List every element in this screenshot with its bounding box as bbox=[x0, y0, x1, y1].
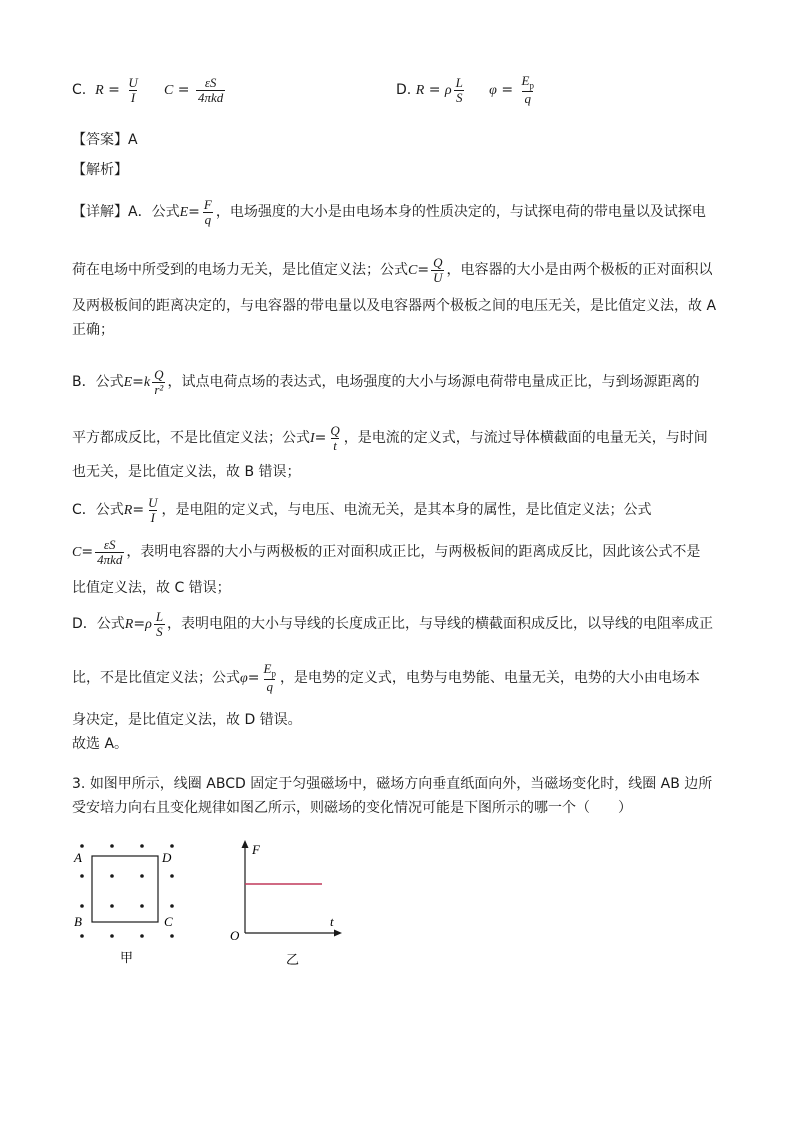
detail-a-line2: 荷在电场中所受到的电场力无关，是比值定义法；公式C= $\frac{Q}{U}$ ，电容器的大小是由两个极板的正对面积以 bbox=[72, 255, 713, 285]
formula-kq-r2: $\frac{Q}{\text{r²}}$ bbox=[154, 367, 164, 397]
detail-c-line2: C= $\frac{\varepsilon S}{\text{4πkd}}$ ，表明电容器的大小与两极板的正对面积成正比，与两极板间的距离成反比，因此该公式不是 bbox=[72, 537, 701, 567]
detail-d-line3: 身决定，是比值定义法，故 D 错误。 故选 A。 bbox=[72, 708, 722, 756]
question-number: 3. bbox=[72, 776, 86, 792]
detail-c-line1: C．公式R= $\frac{U}{I}$ ，是电阻的定义式，与电压、电流无关，是其本身的属性，是比值定义法；公式 bbox=[72, 495, 652, 525]
option-c-c: C bbox=[164, 83, 174, 98]
label-a: A bbox=[74, 850, 82, 865]
conclusion: 故选 A。 bbox=[72, 736, 129, 752]
option-d-r: R bbox=[415, 83, 425, 98]
option-d-phi: φ bbox=[489, 83, 497, 98]
analysis-tag: 【解析】 bbox=[72, 162, 128, 178]
formula-c-q-u: $\frac{Q}{U}$ bbox=[433, 255, 443, 285]
x-label: t bbox=[330, 914, 334, 929]
question-3: 3. 如图甲所示，线圈 ABCD 固定于匀强磁场中，磁场方向垂直纸面向外，当磁场变化时，线圈 AB 边所 受安培力向右且变化规律如图乙所示，则磁场的变化情况可能是下图所示的哪一个（ ） bbox=[72, 776, 713, 816]
formula-r-rho: $\frac{L}{S}$ bbox=[155, 609, 164, 639]
option-c: C. R = $\frac{U}{I}$ C = $\frac{\varepsilon S}{\text{4πkd}}$ bbox=[72, 74, 224, 105]
detail-d-line1: D．公式R=ρ $\frac{L}{S}$ ，表明电阻的大小与导线的长度成正比，与导线的横截面积成反比，以导线的电阻率成正 bbox=[72, 609, 714, 639]
figures bbox=[70, 838, 370, 968]
detail-d-line2: 比，不是比值定义法；公式φ= $\frac{E_p}{q}$ ，是电势的定义式，电势与电势能、电量无关，电势的大小由电场本 bbox=[72, 661, 700, 695]
detail-b-line1: B．公式E=k $\frac{Q}{\text{r²}}$ ，试点电荷点场的表达式，电场强度的大小与场源电荷带电量成正比，与到场源距离的 bbox=[72, 367, 700, 397]
option-c-frac2: $\frac{\varepsilon S}{\text{4πkd}}$ bbox=[197, 74, 224, 105]
figure-jia-yi bbox=[70, 838, 370, 968]
caption-yi: 乙 bbox=[286, 953, 300, 968]
detail-c-line3: 比值定义法，故 C 错误； bbox=[72, 580, 231, 596]
figure-jia bbox=[73, 844, 174, 966]
caption-jia: 甲 bbox=[120, 951, 134, 966]
answer-value: A bbox=[128, 132, 138, 148]
answer-tag: 【答案】 bbox=[72, 132, 128, 148]
label-c: C bbox=[164, 914, 173, 929]
formula-c-eps: $\frac{\varepsilon S}{\text{4πkd}}$ bbox=[97, 537, 123, 567]
origin-label: O bbox=[230, 928, 240, 943]
option-d-frac2: $\frac{E_p}{q}$ bbox=[521, 73, 534, 107]
answer-line bbox=[72, 128, 722, 152]
detail-b-line3: 也无关，是比值定义法，故 B 错误； bbox=[72, 464, 301, 480]
option-c-label: C. bbox=[72, 82, 87, 98]
option-c-frac1: $\frac{U}{I}$ bbox=[128, 74, 138, 105]
formula-i-q-t: $\frac{Q}{t}$ bbox=[330, 423, 340, 453]
figure-yi bbox=[230, 840, 342, 968]
detail-a-line1: 【详解】A．公式E= $\frac{F}{q}$ ，电场强度的大小是由电场本身的性质决定的，与试探电荷的带电量以及试探电 bbox=[72, 197, 706, 227]
formula-phi: $\frac{E_p}{q}$ bbox=[263, 661, 276, 695]
option-d-frac1: $\frac{L}{S}$ bbox=[455, 74, 463, 105]
field-dots bbox=[80, 844, 174, 938]
formula-e-f-q: $\frac{F}{q}$ bbox=[203, 197, 212, 227]
coil-abcd bbox=[92, 856, 158, 922]
formula-r-u-i: $\frac{U}{I}$ bbox=[148, 495, 158, 525]
option-d: D. R = ρ $\frac{L}{S}$ φ = $\frac{E_p}{q}$ bbox=[396, 73, 534, 107]
option-d-label: D. bbox=[396, 82, 412, 98]
label-d: D bbox=[162, 850, 172, 865]
detail-b-line2: 平方都成反比，不是比值定义法；公式I= $\frac{Q}{t}$ ，是电流的定义式，与流过导体横截面的电量无关，与时间 bbox=[72, 423, 708, 453]
label-b: B bbox=[74, 914, 82, 929]
detail-a-line3: 及两极板间的距离决定的，与电容器的带电量以及电容器两个极板之间的电压无关，是比值定义法，故 A 正确； bbox=[72, 298, 717, 338]
x-axis-arrow bbox=[334, 930, 342, 937]
y-label: F bbox=[252, 842, 260, 857]
option-c-r: R bbox=[95, 83, 104, 98]
y-axis-arrow bbox=[242, 840, 249, 848]
